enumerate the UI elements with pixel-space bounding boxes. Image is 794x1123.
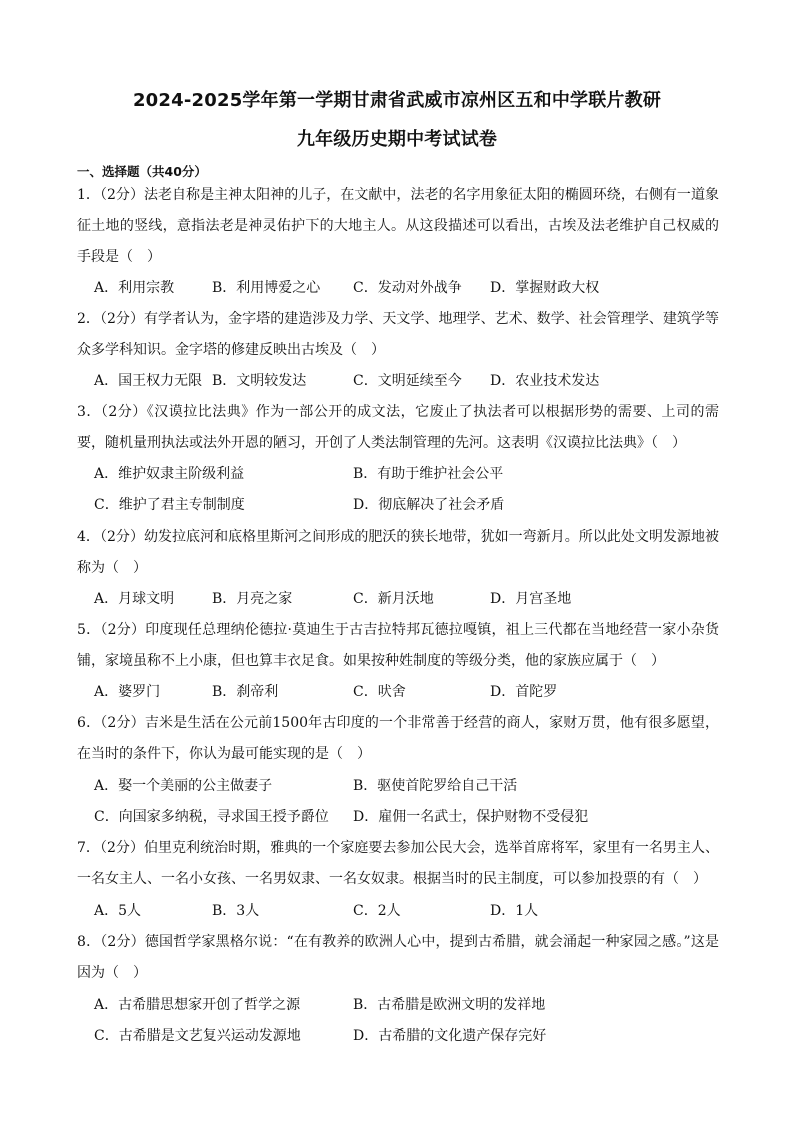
options-row	[94, 802, 734, 833]
option-c[interactable]: C．向国家多纳税，寻求国王授予爵位	[94, 809, 329, 825]
option-c[interactable]: C．2人	[353, 903, 401, 919]
question-number: 7．	[77, 840, 100, 856]
option-d[interactable]: D．彻底解决了社会矛盾	[353, 497, 505, 513]
option-b[interactable]: B．月亮之家	[212, 591, 293, 607]
question-4	[77, 522, 719, 584]
option-b[interactable]: B．利用博爱之心	[212, 280, 321, 296]
option-c[interactable]: C．吠舍	[353, 684, 406, 700]
option-b[interactable]: B．有助于维护社会公平	[353, 466, 504, 482]
question-points: （2分）	[99, 187, 144, 203]
question-stem: 吉米是生活在公元前1500年古印度的一个非常善于经营的商人，家财万贯，他有很多愿望，在当时的条件下，你认为最可能实现的是（ ）	[77, 715, 719, 762]
option-c[interactable]: C．古希腊是文艺复兴运动发源地	[94, 1028, 301, 1044]
options-row	[94, 366, 734, 397]
options-row	[94, 1021, 734, 1052]
question-number: 5．	[77, 622, 101, 638]
options-row	[94, 273, 734, 304]
question-points: （2分）	[100, 404, 147, 420]
option-a[interactable]: A．月球文明	[94, 591, 175, 607]
question-points: （2分）	[100, 934, 145, 950]
question-7	[77, 833, 719, 895]
question-points: （2分）	[100, 715, 145, 731]
question-8	[77, 927, 719, 989]
question-1	[77, 180, 719, 273]
option-a[interactable]: A．5人	[94, 903, 142, 919]
question-stem: 法老自称是主神太阳神的儿子，在文献中，法老的名字用象征太阳的椭圆环绕，右侧有一道象征土地的竖线，意指法老是神灵佑护下的大地主人。从这段描述可以看出，古埃及法老维护自己权威的手段是（ ）	[77, 187, 719, 265]
option-a[interactable]: A．国王权力无限	[94, 373, 203, 389]
question-number: 2．	[77, 311, 100, 327]
option-a[interactable]: A．利用宗教	[94, 280, 175, 296]
option-c[interactable]: C．文明延续至今	[353, 373, 462, 389]
options-row	[94, 990, 734, 1021]
question-6	[77, 708, 719, 770]
option-d[interactable]: D．古希腊的文化遗产保存完好	[353, 1028, 547, 1044]
question-number: 3．	[77, 404, 101, 420]
question-5	[77, 615, 719, 677]
option-d[interactable]: D．首陀罗	[490, 684, 558, 700]
question-number: 8．	[77, 934, 101, 950]
options-row	[94, 490, 734, 521]
option-d[interactable]: D．1人	[490, 903, 539, 919]
section-heading: 一、选择题（共40分）	[77, 164, 207, 179]
question-number: 6．	[77, 715, 101, 731]
options-row	[94, 771, 734, 802]
question-stem: 幼发拉底河和底格里斯河之间形成的肥沃的狭长地带，犹如一弯新月。所以此处文明发源地被称为（ ）	[77, 529, 719, 576]
option-a[interactable]: A．古希腊思想家开创了哲学之源	[94, 997, 301, 1013]
option-b[interactable]: B．刹帝利	[212, 684, 279, 700]
question-points: （2分）	[99, 840, 144, 856]
option-b[interactable]: B．驱使首陀罗给自己干活	[353, 778, 518, 794]
option-d[interactable]: D．月宫圣地	[490, 591, 572, 607]
options-row	[94, 677, 734, 708]
exam-title-line2: 九年级历史期中考试试卷	[296, 129, 498, 150]
option-a[interactable]: A．娶一个美丽的公主做妻子	[94, 778, 273, 794]
question-stem: 有学者认为，金字塔的建造涉及力学、天文学、地理学、艺术、数学、社会管理学、建筑学等众多学科知识。金字塔的修建反映出古埃及（ ）	[77, 311, 719, 358]
option-c[interactable]: C．维护了君主专制制度	[94, 497, 245, 513]
option-d[interactable]: D．掌握财政大权	[490, 280, 600, 296]
question-number: 1．	[77, 187, 100, 203]
question-points: （2分）	[100, 622, 146, 638]
question-stem: 德国哲学家黑格尔说：“在有教养的欧洲人心中，提到古希腊，就会涌起一种家园之感。”这是因为（ ）	[77, 934, 719, 981]
option-b[interactable]: B．3人	[212, 903, 260, 919]
question-points: （2分）	[99, 311, 144, 327]
question-number: 4．	[77, 529, 100, 545]
option-a[interactable]: A．婆罗门	[94, 684, 161, 700]
option-b[interactable]: B．古希腊是欧洲文明的发祥地	[353, 997, 546, 1013]
option-d[interactable]: D．农业技术发达	[490, 373, 600, 389]
options-row	[94, 459, 734, 490]
option-c[interactable]: C．发动对外战争	[353, 280, 462, 296]
question-stem: 《汉谟拉比法典》作为一部公开的成文法，它废止了执法者可以根据形势的需要、上司的需要，随机量刑执法或法外开恩的陋习，开创了人类法制管理的先河。这表明《汉谟拉比法典》（ ）	[77, 404, 719, 451]
question-points: （2分）	[99, 529, 144, 545]
option-b[interactable]: B．文明较发达	[212, 373, 307, 389]
exam-title-line1: 2024-2025学年第一学期甘肃省武威市凉州区五和中学联片教研	[132, 90, 662, 111]
question-stem: 伯里克利统治时期，雅典的一个家庭要去参加公民大会，选举首席将军，家里有一名男主人、一名女主人、一名小女孩、一名男奴隶、一名女奴隶。根据当时的民主制度，可以参加投票的有（ ）	[77, 840, 719, 887]
question-3	[77, 397, 719, 459]
question-stem: 印度现任总理纳伦德拉·莫迪生于古吉拉特邦瓦德拉嘎镇，祖上三代都在当地经营一家小杂货铺，家境虽称不上小康，但也算丰衣足食。如果按种姓制度的等级分类，他的家族应属于（ ）	[77, 622, 719, 669]
option-a[interactable]: A．维护奴隶主阶级利益	[94, 466, 245, 482]
options-row	[94, 896, 734, 927]
option-d[interactable]: D．雇佣一名武士，保护财物不受侵犯	[353, 809, 589, 825]
option-c[interactable]: C．新月沃地	[353, 591, 434, 607]
options-row	[94, 584, 734, 615]
question-2	[77, 304, 719, 366]
